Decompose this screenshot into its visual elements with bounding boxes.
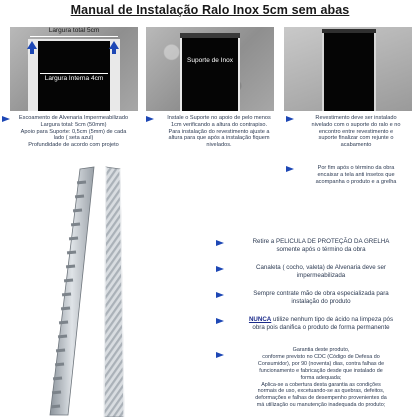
arrow-stem	[112, 49, 116, 54]
warning-strong: NUNCA	[248, 316, 272, 323]
anti-insect-mesh	[104, 167, 124, 417]
bullet-arrow-icon	[2, 116, 10, 122]
diagram-channel-dimensions	[10, 27, 138, 111]
instruction-waterproof: Canaleta ( cocho, valeta) de Alvenaria deve ser impermeabilizada	[255, 264, 386, 279]
bullet-arrow-icon	[286, 166, 294, 172]
instruction-acid: NUNCA utilize nenhum tipo de ácido na limpeza pós obra pois danifica o produto de forma permanente	[248, 316, 394, 331]
inner-width-line	[40, 73, 108, 74]
caption-support: Instale o Suporte no apoio de pelo menos 1cm verificando a altura do contrapiso. Para instalação do revestimento ajuste a altura para que após a instalação fiquem nivelados.	[167, 115, 271, 149]
bullet-arrow-icon	[216, 318, 224, 324]
product-drain-image	[20, 165, 170, 417]
arrow-up-icon	[109, 41, 119, 49]
total-width-line	[30, 36, 118, 37]
bullet-arrow-icon	[286, 116, 294, 122]
support-label: Suporte de Inox	[187, 57, 233, 64]
bullet-arrow-icon	[216, 240, 224, 246]
bullet-arrow-icon	[216, 352, 224, 358]
inner-width-label: Largura Interna 4cm	[44, 75, 104, 82]
instruction-labor: Sempre contrate mão de obra especializada para instalação do produto	[253, 290, 389, 305]
page-title: Manual de Instalação Ralo Inox 5cm sem abas	[70, 3, 350, 17]
warranty-text: Garantia deste produto, conforme previsto no CDC (Código de Defesa do Consumidor), por 90 (noventa) dias, contra falhas de funcionamento e fabricação desde que instalado de forma adequada; Aplica-se a cobertura desta garantia as condições normais de uso, excetuando-se as quebras, defeitos, deformações e falhas de desempenho provenientes da má utilização ou manutenção inadequada do produto;	[255, 347, 387, 409]
caption-channel: Escoamento de Alvenaria Impermeabilizado Largura total: 5cm (50mm) Apoio para Suporte: 0,5cm (5mm) de cada lado ( seta azul) Profundidade de acordo com projeto	[18, 115, 129, 149]
caption-finish: Revestimento deve ser instalado nivelado com o suporte do ralo e no encontro entre revestimento e suporte finalizar com rejunte o acabamento	[311, 115, 401, 149]
bullet-arrow-icon	[216, 292, 224, 298]
total-width-label: Largura total 5cm	[48, 27, 100, 34]
caption-grate: Por fim após o término da obra encaixar a tela anti insetos que acompanha o produto e a grelha	[315, 165, 397, 185]
arrow-up-icon	[27, 41, 37, 49]
bullet-arrow-icon	[146, 116, 154, 122]
bullet-arrow-icon	[216, 266, 224, 272]
diagram-finished-install	[284, 27, 412, 111]
grate	[50, 167, 94, 415]
instruction-film: Retire a PELICULA DE PROTEÇÃO DA GRELHA somente após o término da obra	[252, 238, 390, 253]
arrow-stem	[30, 49, 34, 54]
diagram-support-install	[146, 27, 274, 111]
